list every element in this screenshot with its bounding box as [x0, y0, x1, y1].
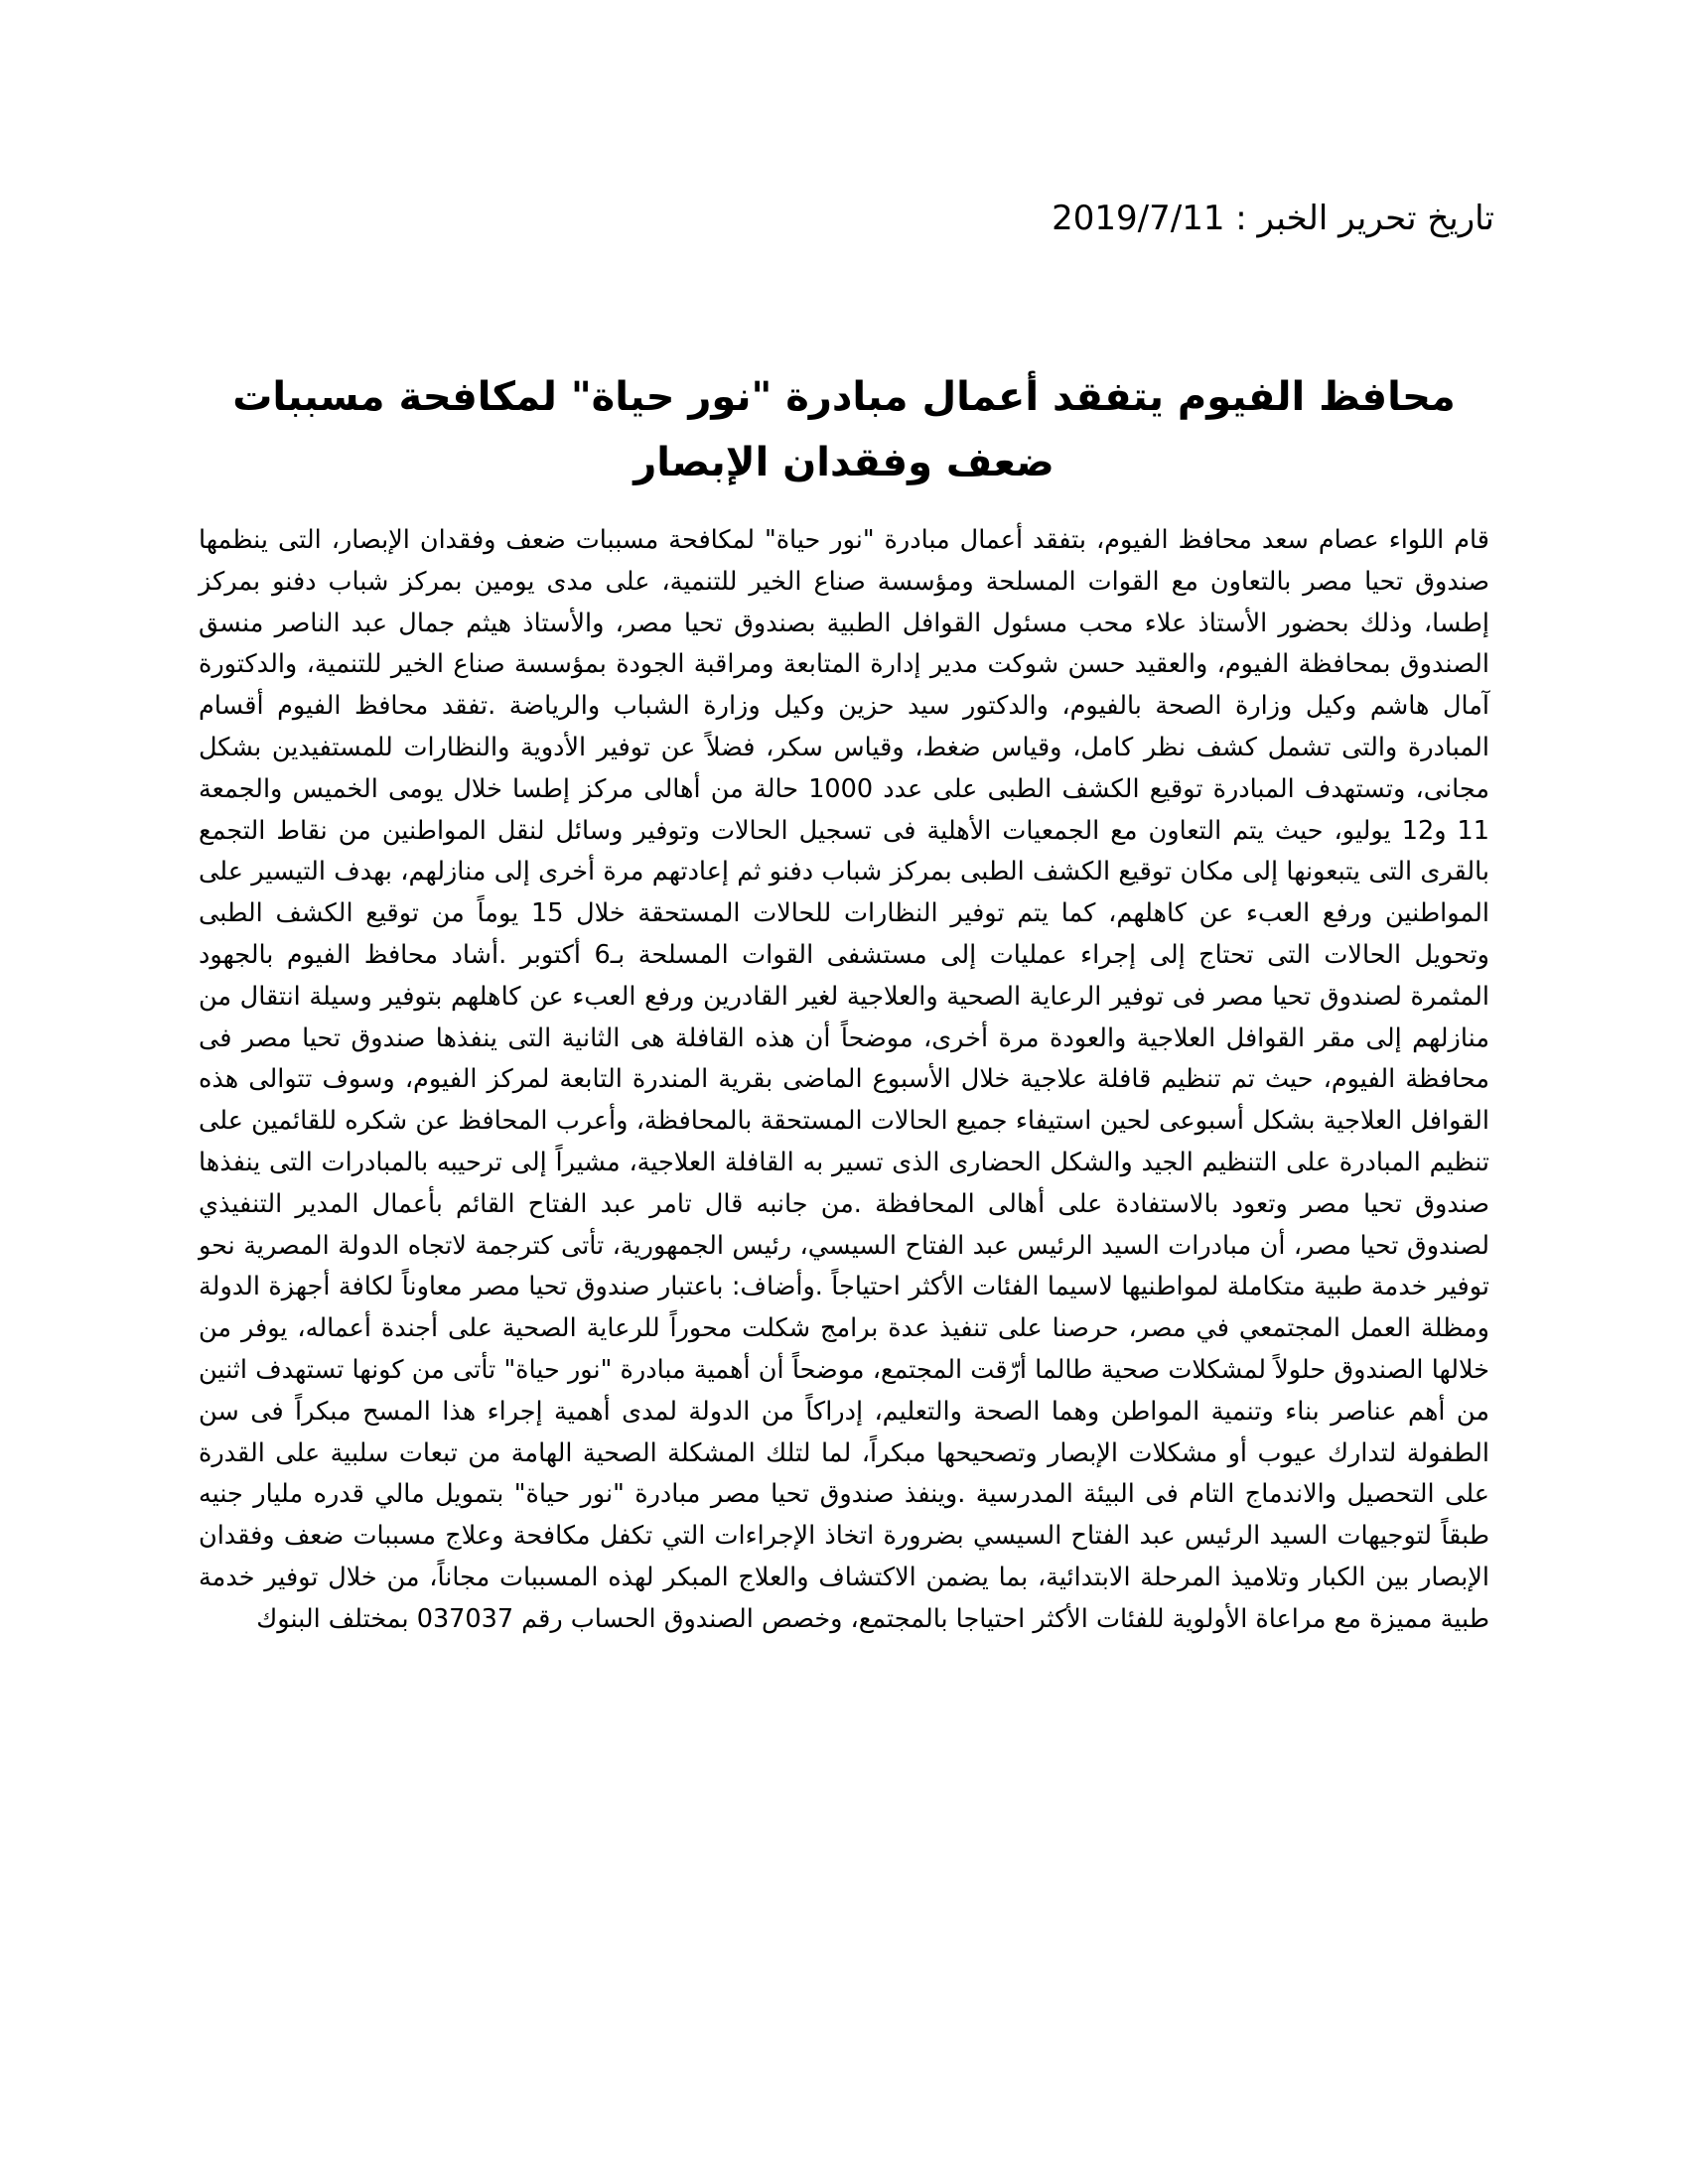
publication-date: تاريخ تحرير الخبر : 2019/7/11 [1052, 199, 1494, 238]
article-body: قام اللواء عصام سعد محافظ الفيوم، بتفقد أعمال مبادرة "نور حياة" لمكافحة مسببات ضعف وفقدان الإبصار، التى ينظمها صندوق تحيا مصر بالتعاون مع القوات المسلحة ومؤسسة صناع الخير للتنمية، على مدى يومين بمركز شباب دفنو بمركز إطسا، وذلك بحضور الأستاذ علاء محب مسئول القوافل الطبية بصندوق تحيا مصر، والأستاذ هيثم جمال عبد الناصر منسق الصندوق بمحافظة الفيوم، والعقيد حسن شوكت مدير إدارة المتابعة ومراقبة الجودة بمؤسسة صناع الخير للتنمية، والدكتورة آمال هاشم وكيل وزارة الصحة بالفيوم، والدكتور سيد حزين وكيل وزارة الشباب والرياضة .تفقد محافظ الفيوم أقسام المبادرة والتى تشمل كشف نظر كامل، وقياس ضغط، وقياس سكر، فضلاً عن توفير الأدوية والنظارات للمستفيدين بشكل مجانى، وتستهدف المبادرة توقيع الكشف الطبى على عدد 1000 حالة من أهالى مركز إطسا خلال يومى الخميس والجمعة 11 و12 يوليو، حيث يتم التعاون مع الجمعيات الأهلية فى تسجيل الحالات وتوفير وسائل لنقل المواطنين من نقاط التجمع بالقرى التى يتبعونها إلى مكان توقيع الكشف الطبى بمركز شباب دفنو ثم إعادتهم مرة أخرى إلى منازلهم، بهدف التيسير على المواطنين ورفع العبء عن كاهلهم، كما يتم توفير النظارات للحالات المستحقة خلال 15 يوماً من توقيع الكشف الطبى وتحويل الحالات التى تحتاج إلى إجراء عمليات إلى مستشفى القوات المسلحة بـ6 أكتوبر .أشاد محافظ الفيوم بالجهود المثمرة لصندوق تحيا مصر فى توفير الرعاية الصحية والعلاجية لغير القادرين ورفع العبء عن كاهلهم بتوفير وسيلة انتقال من منازلهم إلى مقر القوافل العلاجية والعودة مرة أخرى، موضحاً أن هذه القافلة هى الثانية التى ينفذها صندوق تحيا مصر فى محافظة الفيوم، حيث تم تنظيم قافلة علاجية خلال الأسبوع الماضى بقرية المندرة التابعة لمركز الفيوم، وسوف تتوالى هذه القوافل العلاجية بشكل أسبوعى لحين استيفاء جميع الحالات المستحقة بالمحافظة، وأعرب المحافظ عن شكره للقائمين على تنظيم المبادرة على التنظيم الجيد والشكل الحضارى الذى تسير به القافلة العلاجية، مشيراً إلى ترحيبه بالمبادرات التى ينفذها صندوق تحيا مصر وتعود بالاستفادة على أهالى المحافظة .من جانبه قال تامر عبد الفتاح القائم بأعمال المدير التنفيذي لصندوق تحيا مصر، أن مبادرات السيد الرئيس عبد الفتاح السيسي، رئيس الجمهورية، تأتى كترجمة لاتجاه الدولة المصرية نحو توفير خدمة طبية متكاملة لمواطنيها لاسيما الفئات الأكثر احتياجاً .وأضاف: باعتبار صندوق تحيا مصر معاوناً لكافة أجهزة الدولة ومظلة العمل المجتمعي في مصر، حرصنا على تنفيذ عدة برامج شكلت محوراً للرعاية الصحية على أجندة أعماله، يوفر من خلالها الصندوق حلولاً لمشكلات صحية طالما أرّقت المجتمع، موضحاً أن أهمية مبادرة "نور حياة" تأتى من كونها تستهدف اثنين من أهم عناصر بناء وتنمية المواطن وهما الصحة والتعليم، إدراكاً من الدولة لمدى أهمية إجراء هذا المسح مبكراً فى سن الطفولة لتدارك عيوب أو مشكلات الإبصار وتصحيحها مبكراً، لما لتلك المشكلة الصحية الهامة من تبعات سلبية على القدرة على التحصيل والاندماج التام فى البيئة المدرسية .وينفذ صندوق تحيا مصر مبادرة "نور حياة" بتمويل مالي قدره مليار جنيه طبقاً لتوجيهات السيد الرئيس عبد الفتاح السيسي بضرورة اتخاذ الإجراءات التي تكفل مكافحة وعلاج مسببات ضعف وفقدان الإبصار بين الكبار وتلاميذ المرحلة الابتدائية، بما يضمن الاكتشاف والعلاج المبكر لهذه المسببات مجاناً، من خلال توفير خدمة طبية مميزة مع مراعاة الأولوية للفئات الأكثر احتياجا بالمجتمع، وخصص الصندوق الحساب رقم 037037 بمختلف البنوك [199, 525, 1490, 1634]
article-headline: محافظ الفيوم يتفقد أعمال مبادرة "نور حياة" لمكافحة مسببات ضعف وفقدان الإبصار [232, 373, 1456, 485]
